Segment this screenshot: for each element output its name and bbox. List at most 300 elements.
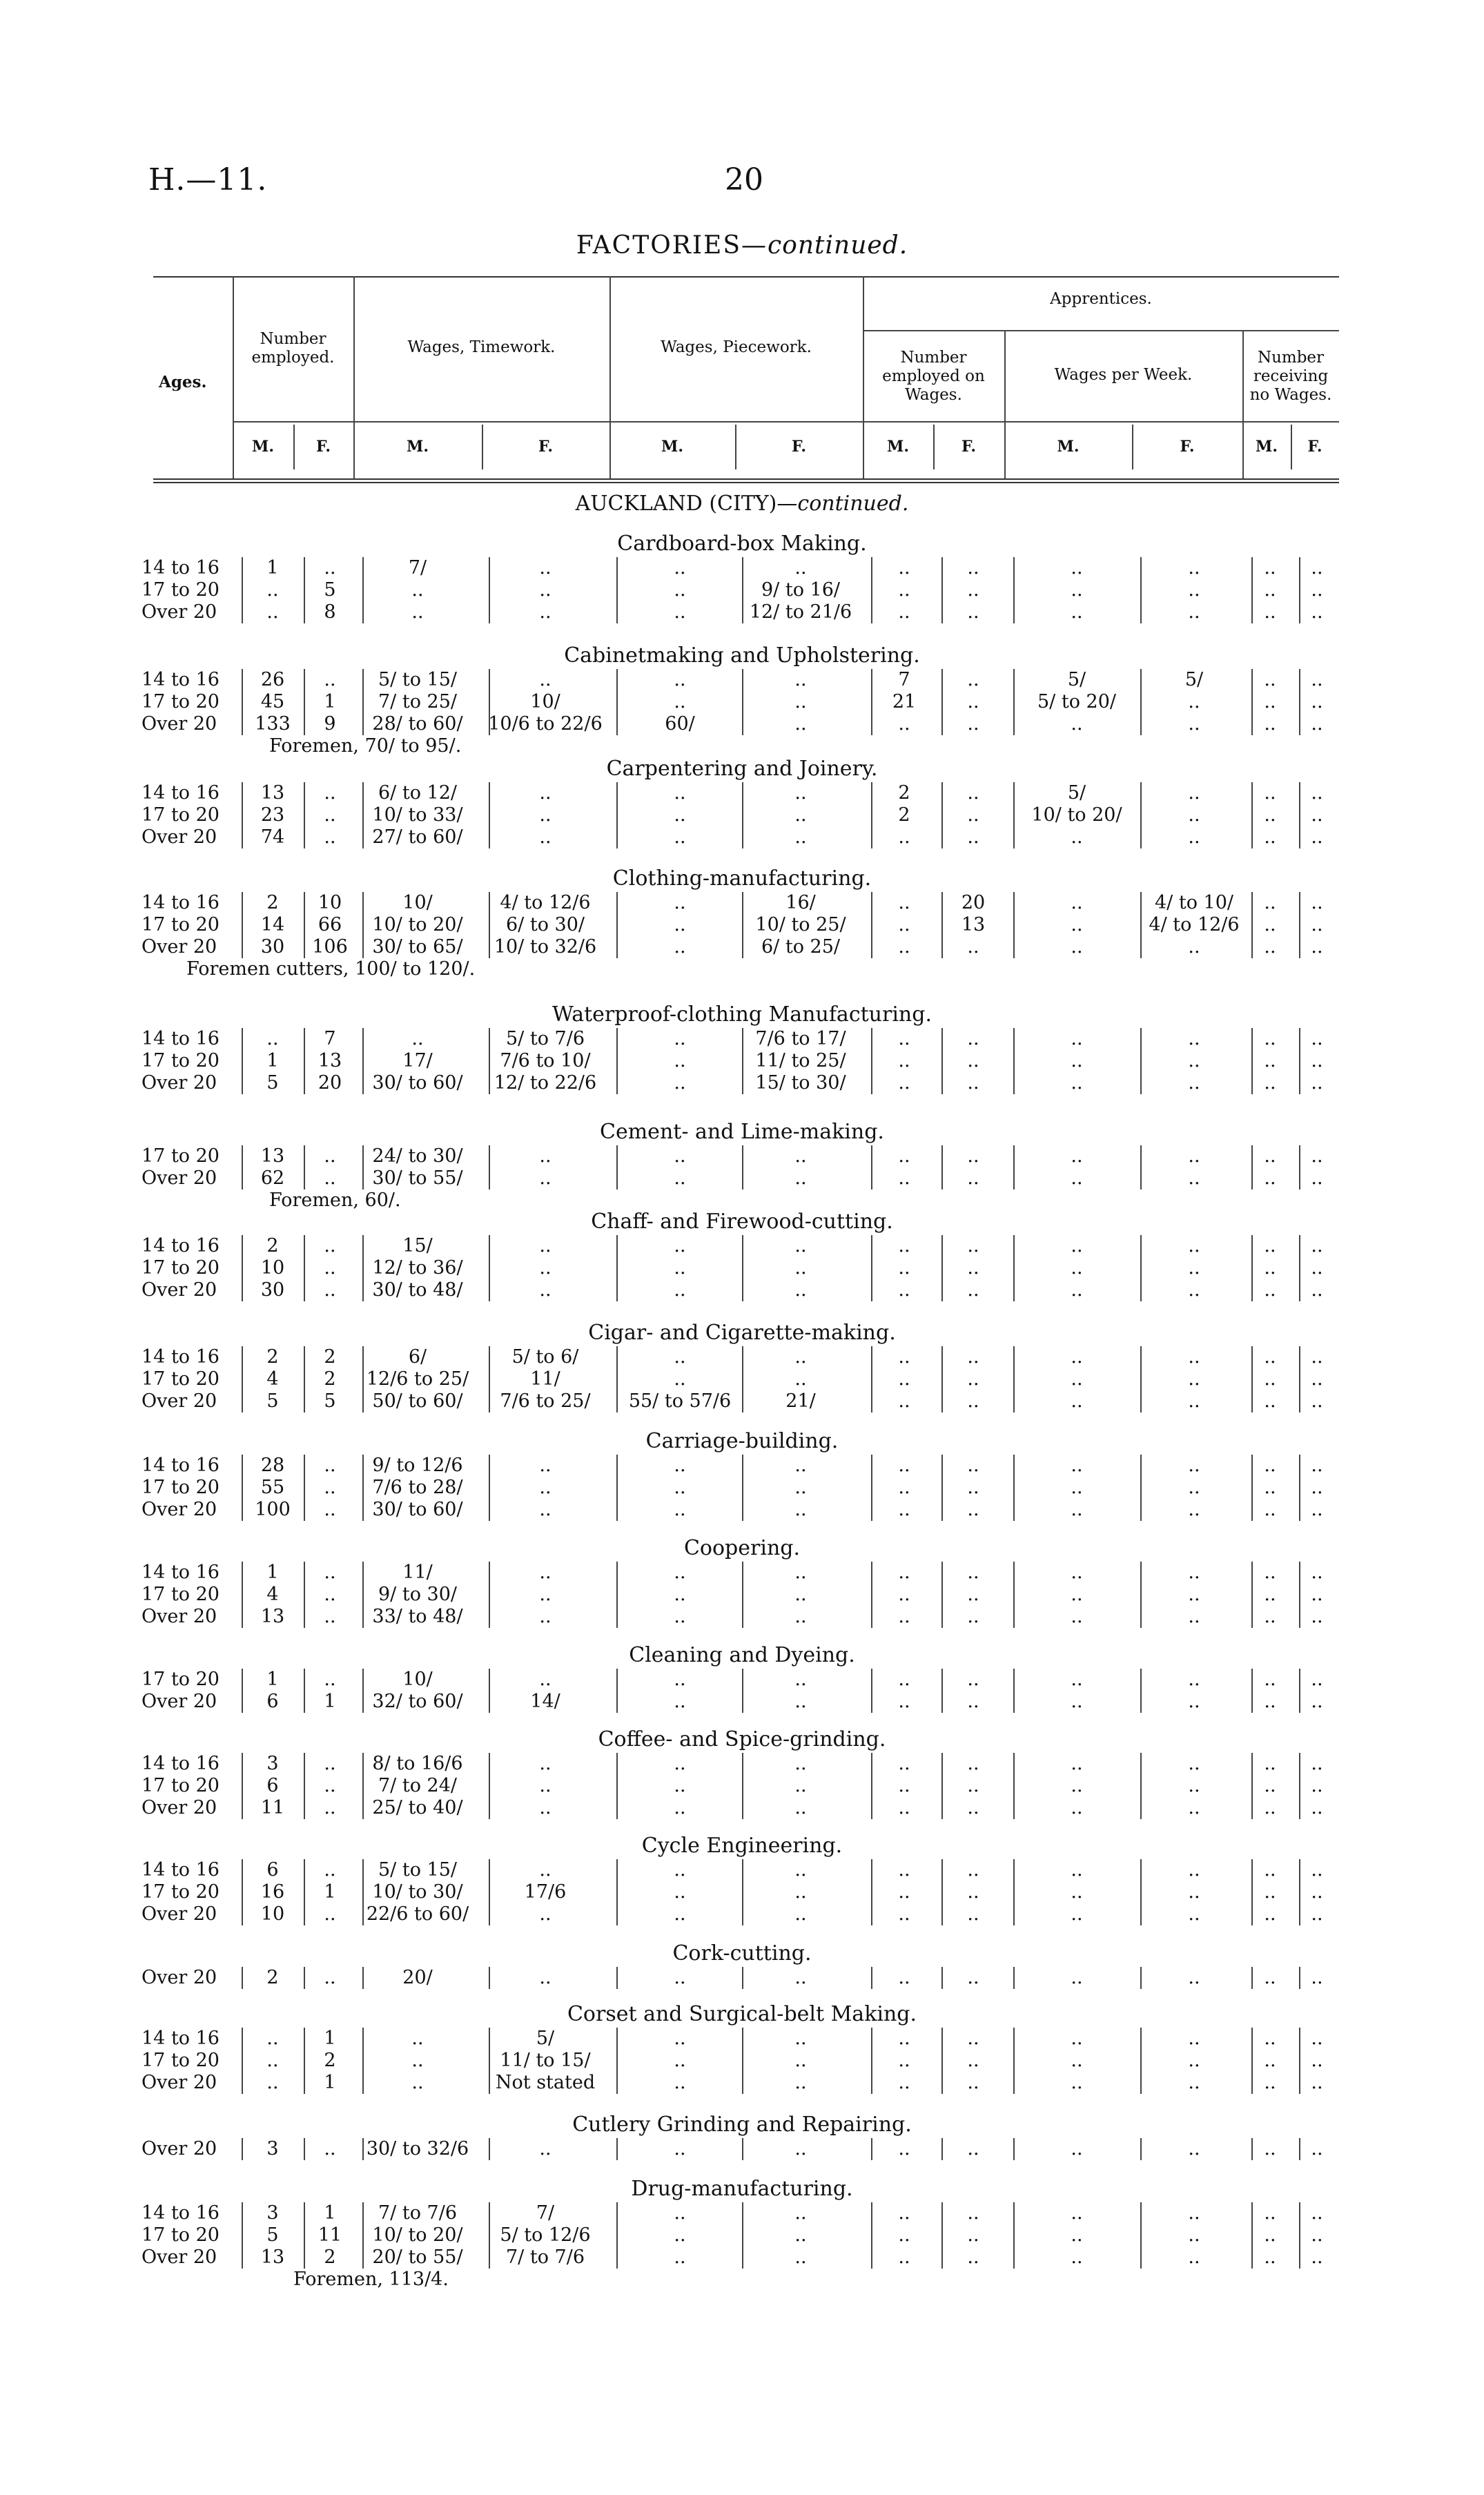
table-cell: .. bbox=[1311, 1584, 1323, 1605]
table-cell: 14/ bbox=[530, 1691, 560, 1712]
table-cell: .. bbox=[1264, 1859, 1276, 1881]
column-rule bbox=[1013, 579, 1015, 601]
table-cell: .. bbox=[674, 914, 686, 935]
table-cell: .. bbox=[967, 1499, 979, 1520]
column-rule bbox=[616, 1050, 618, 1072]
table-cell: .. bbox=[898, 2202, 910, 2224]
table-cell: .. bbox=[898, 1050, 910, 1071]
table-cell: .. bbox=[1071, 892, 1083, 913]
table-cell: .. bbox=[324, 1145, 336, 1167]
table-cell: .. bbox=[539, 1775, 551, 1796]
table-cell: .. bbox=[1264, 2050, 1276, 2071]
column-rule bbox=[871, 1279, 872, 1301]
table-cell: 30/ to 48/ bbox=[372, 1279, 463, 1301]
table-cell: .. bbox=[1071, 1028, 1083, 1049]
table-cell: .. bbox=[1264, 2138, 1276, 2159]
table-cell: .. bbox=[1188, 1753, 1200, 1774]
table-cell: 25/ to 40/ bbox=[372, 1797, 463, 1818]
table-cell: .. bbox=[967, 1775, 979, 1796]
table-cell: .. bbox=[1188, 1967, 1200, 1988]
column-rule bbox=[941, 1562, 943, 1584]
table-row bbox=[0, 2028, 1484, 2050]
column-rule bbox=[1013, 1881, 1015, 1903]
table-cell: 13 bbox=[961, 914, 986, 935]
table-cell: .. bbox=[1311, 1167, 1323, 1189]
table-cell: .. bbox=[794, 1859, 807, 1881]
table-cell: .. bbox=[794, 1753, 807, 1774]
table-cell: 5/ bbox=[1067, 669, 1086, 690]
column-rule bbox=[941, 2050, 943, 2072]
table-cell: .. bbox=[1188, 1859, 1200, 1881]
table-cell: 10/ to 33/ bbox=[372, 804, 463, 826]
table-cell: .. bbox=[898, 1669, 910, 1690]
table-cell: .. bbox=[1188, 1584, 1200, 1605]
table-cell: .. bbox=[898, 1881, 910, 1903]
column-rule bbox=[941, 1967, 943, 1989]
section-title: Cleaning and Dyeing. bbox=[629, 1643, 855, 1667]
table-cell: .. bbox=[898, 1606, 910, 1627]
column-rule bbox=[242, 1499, 243, 1521]
column-rule bbox=[871, 1606, 872, 1628]
column-rule bbox=[871, 1346, 872, 1368]
table-cell: 1 bbox=[324, 2072, 336, 2093]
table-cell: .. bbox=[794, 1606, 807, 1627]
table-cell: .. bbox=[898, 1145, 910, 1167]
col-appr-f: F. bbox=[961, 438, 977, 456]
table-cell: .. bbox=[1311, 601, 1323, 623]
table-cell: .. bbox=[1311, 1072, 1323, 1094]
table-cell: .. bbox=[1188, 1606, 1200, 1627]
table-cell: .. bbox=[967, 1859, 979, 1881]
table-cell: .. bbox=[539, 601, 551, 623]
table-cell: .. bbox=[794, 1279, 807, 1301]
table-row bbox=[0, 1881, 1484, 1903]
table-cell: 5/ bbox=[536, 2028, 555, 2049]
age-cell: 14 to 16 bbox=[141, 892, 219, 913]
table-cell: .. bbox=[674, 1455, 686, 1476]
table-cell: 13 bbox=[260, 782, 285, 804]
table-cell: .. bbox=[674, 2050, 686, 2071]
table-cell: .. bbox=[1188, 557, 1200, 579]
column-rule bbox=[941, 2246, 943, 2269]
table-cell: .. bbox=[967, 826, 979, 848]
table-cell: .. bbox=[1264, 1028, 1276, 1049]
table-cell: .. bbox=[1264, 782, 1276, 804]
table-cell: .. bbox=[1071, 1235, 1083, 1256]
table-cell: 30 bbox=[260, 1279, 285, 1301]
table-cell: 133 bbox=[255, 713, 291, 735]
column-rule bbox=[616, 1881, 618, 1903]
col-time-f: F. bbox=[538, 438, 554, 456]
table-cell: .. bbox=[898, 2028, 910, 2049]
age-cell: 14 to 16 bbox=[141, 1235, 219, 1256]
table-cell: .. bbox=[1311, 691, 1323, 712]
column-rule bbox=[242, 1797, 243, 1819]
column-rule bbox=[941, 1797, 943, 1819]
table-cell: .. bbox=[539, 2138, 551, 2159]
table-cell: 6/ to 12/ bbox=[378, 782, 457, 804]
table-row bbox=[0, 1477, 1484, 1499]
column-rule bbox=[941, 1477, 943, 1499]
table-cell: .. bbox=[1311, 2028, 1323, 2049]
table-cell: .. bbox=[324, 1562, 336, 1583]
table-cell: .. bbox=[324, 1606, 336, 1627]
column-rule bbox=[242, 782, 243, 804]
table-cell: .. bbox=[1188, 2072, 1200, 2093]
age-cell: 14 to 16 bbox=[141, 1753, 219, 1774]
table-cell: .. bbox=[674, 804, 686, 826]
table-cell: 21/ bbox=[785, 1390, 816, 1412]
table-cell: .. bbox=[1311, 1279, 1323, 1301]
column-rule bbox=[1013, 2072, 1015, 2094]
table-cell: .. bbox=[898, 1028, 910, 1049]
table-cell: .. bbox=[898, 2138, 910, 2159]
column-rule bbox=[242, 1455, 243, 1477]
column-rule bbox=[242, 601, 243, 623]
table-cell: .. bbox=[324, 1669, 336, 1690]
col-apprwage-m: M. bbox=[1057, 438, 1080, 456]
column-rule bbox=[242, 669, 243, 691]
column-rule bbox=[871, 713, 872, 735]
table-cell: .. bbox=[1264, 579, 1276, 601]
column-rule bbox=[616, 826, 618, 848]
table-cell: .. bbox=[1071, 579, 1083, 601]
table-cell: .. bbox=[1311, 1028, 1323, 1049]
table-cell: .. bbox=[324, 804, 336, 826]
table-cell: .. bbox=[898, 1257, 910, 1279]
table-cell: .. bbox=[674, 1477, 686, 1498]
table-cell: .. bbox=[1071, 1562, 1083, 1583]
table-cell: 2 bbox=[324, 2050, 336, 2071]
table-cell: .. bbox=[1264, 1499, 1276, 1520]
column-rule bbox=[941, 1859, 943, 1881]
table-cell: .. bbox=[1071, 1903, 1083, 1925]
apprentices-wages-header: Wages per Week. bbox=[1054, 366, 1193, 384]
table-row bbox=[0, 1562, 1484, 1584]
table-cell: 1 bbox=[324, 1881, 336, 1903]
col-appr-m: M. bbox=[886, 438, 909, 456]
table-cell: .. bbox=[1264, 1606, 1276, 1627]
table-cell: .. bbox=[898, 936, 910, 958]
number-employed-header: Number employed. bbox=[251, 330, 335, 367]
table-cell: .. bbox=[1188, 1390, 1200, 1412]
table-cell: .. bbox=[1264, 1346, 1276, 1368]
table-cell: .. bbox=[674, 2224, 686, 2246]
table-cell: .. bbox=[674, 1072, 686, 1094]
table-cell: .. bbox=[898, 1279, 910, 1301]
table-cell: 7/6 to 17/ bbox=[755, 1028, 846, 1049]
column-rule bbox=[242, 1028, 243, 1050]
age-cell: 17 to 20 bbox=[141, 1669, 219, 1690]
table-cell: .. bbox=[1188, 2028, 1200, 2049]
table-cell: .. bbox=[1188, 1797, 1200, 1818]
table-row bbox=[0, 1797, 1484, 1819]
column-rule bbox=[871, 1903, 872, 1925]
table-row bbox=[0, 579, 1484, 601]
table-cell: 6 bbox=[266, 1691, 279, 1712]
table-cell: 12/ to 36/ bbox=[372, 1257, 463, 1279]
age-cell: Over 20 bbox=[141, 1903, 217, 1925]
table-cell: .. bbox=[1188, 1257, 1200, 1279]
table-cell: 74 bbox=[260, 826, 285, 848]
table-cell: .. bbox=[1311, 1753, 1323, 1774]
table-row bbox=[0, 1584, 1484, 1606]
table-cell: .. bbox=[1071, 2202, 1083, 2224]
column-rule bbox=[941, 782, 943, 804]
table-cell: .. bbox=[794, 1584, 807, 1605]
table-cell: .. bbox=[674, 1167, 686, 1189]
column-rule bbox=[616, 1346, 618, 1368]
column-rule bbox=[242, 1584, 243, 1606]
table-cell: .. bbox=[1071, 2072, 1083, 2093]
column-rule bbox=[242, 1167, 243, 1190]
table-cell: .. bbox=[967, 669, 979, 690]
table-cell: .. bbox=[1188, 2202, 1200, 2224]
table-row bbox=[0, 1669, 1484, 1691]
table-cell: 62 bbox=[260, 1167, 285, 1189]
table-row bbox=[0, 1691, 1484, 1713]
table-cell: 9/ to 30/ bbox=[378, 1584, 457, 1605]
table-cell: .. bbox=[539, 1584, 551, 1605]
column-rule bbox=[941, 557, 943, 579]
table-cell: 16/ bbox=[785, 892, 816, 913]
column-rule bbox=[871, 1775, 872, 1797]
table-cell: 12/6 to 25/ bbox=[366, 1368, 469, 1390]
column-rule bbox=[871, 1584, 872, 1606]
table-cell: .. bbox=[324, 669, 336, 690]
table-cell: .. bbox=[539, 1257, 551, 1279]
column-rule bbox=[1013, 782, 1015, 804]
table-row bbox=[0, 1279, 1484, 1301]
column-rule bbox=[242, 1881, 243, 1903]
table-cell: .. bbox=[1311, 1881, 1323, 1903]
table-cell: .. bbox=[1264, 1455, 1276, 1476]
table-cell: .. bbox=[674, 691, 686, 712]
age-cell: 17 to 20 bbox=[141, 2050, 219, 2071]
col-emp-f: F. bbox=[315, 438, 331, 456]
column-rule bbox=[1013, 1499, 1015, 1521]
table-cell: .. bbox=[674, 1606, 686, 1627]
column-rule bbox=[1013, 2050, 1015, 2072]
table-cell: 5 bbox=[266, 2224, 279, 2246]
table-cell: .. bbox=[674, 557, 686, 579]
column-rule bbox=[871, 1235, 872, 1257]
table-cell: .. bbox=[1071, 2138, 1083, 2159]
table-cell: .. bbox=[1188, 2138, 1200, 2159]
table-cell: .. bbox=[324, 1797, 336, 1818]
table-cell: .. bbox=[1071, 1145, 1083, 1167]
table-cell: .. bbox=[967, 1167, 979, 1189]
column-rule bbox=[941, 1390, 943, 1412]
table-cell: 22/6 to 60/ bbox=[366, 1903, 469, 1925]
table-cell: .. bbox=[1264, 1167, 1276, 1189]
column-rule bbox=[871, 579, 872, 601]
table-cell: .. bbox=[674, 669, 686, 690]
table-cell: .. bbox=[1188, 1775, 1200, 1796]
column-rule bbox=[616, 1145, 618, 1167]
table-cell: .. bbox=[539, 1279, 551, 1301]
column-rule bbox=[1013, 1477, 1015, 1499]
table-cell: .. bbox=[674, 1235, 686, 1256]
table-cell: .. bbox=[794, 804, 807, 826]
table-cell: 13 bbox=[318, 1050, 342, 1071]
column-rule bbox=[941, 2202, 943, 2224]
age-cell: 17 to 20 bbox=[141, 1881, 219, 1903]
table-cell: 30/ to 32/6 bbox=[366, 2138, 469, 2159]
column-rule bbox=[616, 1903, 618, 1925]
column-rule bbox=[1013, 1028, 1015, 1050]
column-rule bbox=[1013, 936, 1015, 958]
column-rule bbox=[941, 2138, 943, 2160]
column-rule bbox=[1013, 2028, 1015, 2050]
table-cell: .. bbox=[898, 1562, 910, 1583]
table-cell: .. bbox=[1311, 1669, 1323, 1690]
column-rule bbox=[871, 1669, 872, 1691]
age-cell: Over 20 bbox=[141, 713, 217, 735]
col-piece-m: M. bbox=[661, 438, 683, 456]
table-cell: 20/ to 55/ bbox=[372, 2246, 463, 2268]
table-cell: .. bbox=[1071, 1775, 1083, 1796]
table-cell: .. bbox=[967, 1050, 979, 1071]
table-cell: 1 bbox=[324, 2202, 336, 2224]
table-cell: .. bbox=[539, 1967, 551, 1988]
table-cell: .. bbox=[1071, 1279, 1083, 1301]
column-rule bbox=[242, 1775, 243, 1797]
table-cell: .. bbox=[794, 1346, 807, 1368]
table-cell: 11/ to 25/ bbox=[755, 1050, 846, 1071]
table-cell: .. bbox=[1311, 1691, 1323, 1712]
column-rule bbox=[871, 669, 872, 691]
table-cell: .. bbox=[674, 2028, 686, 2049]
table-cell: .. bbox=[1188, 1903, 1200, 1925]
table-cell: .. bbox=[794, 1235, 807, 1256]
table-row bbox=[0, 826, 1484, 848]
column-rule bbox=[1013, 892, 1015, 914]
table-cell: .. bbox=[967, 1279, 979, 1301]
column-rule bbox=[242, 1235, 243, 1257]
column-rule bbox=[1013, 1797, 1015, 1819]
table-cell: .. bbox=[1071, 1881, 1083, 1903]
table-cell: 10 bbox=[260, 1257, 285, 1279]
document-reference: H.—11. bbox=[148, 162, 268, 197]
column-rule bbox=[242, 1691, 243, 1713]
table-cell: 3 bbox=[266, 2138, 279, 2159]
table-cell: 5/ to 12/6 bbox=[500, 2224, 591, 2246]
column-rule bbox=[1013, 2224, 1015, 2246]
column-rule bbox=[941, 1235, 943, 1257]
table-cell: .. bbox=[1311, 579, 1323, 601]
table-cell: .. bbox=[324, 1235, 336, 1256]
table-cell: .. bbox=[1188, 601, 1200, 623]
table-cell: .. bbox=[1311, 1606, 1323, 1627]
column-rule bbox=[616, 2138, 618, 2160]
column-rule bbox=[1013, 826, 1015, 848]
column-rule bbox=[242, 1606, 243, 1628]
table-cell: 7/6 to 25/ bbox=[500, 1390, 591, 1412]
table-cell: .. bbox=[674, 892, 686, 913]
age-cell: Over 20 bbox=[141, 1606, 217, 1627]
wages-timework-header: Wages, Timework. bbox=[407, 338, 556, 356]
table-cell: 10/6 to 22/6 bbox=[488, 713, 603, 735]
table-cell: .. bbox=[898, 2072, 910, 2093]
table-cell: .. bbox=[794, 1775, 807, 1796]
table-cell: 13 bbox=[260, 1145, 285, 1167]
age-cell: 14 to 16 bbox=[141, 1346, 219, 1368]
table-cell: .. bbox=[1264, 1279, 1276, 1301]
table-cell: 7/ to 24/ bbox=[378, 1775, 457, 1796]
table-cell: 8/ to 16/6 bbox=[372, 1753, 463, 1774]
table-cell: 60/ bbox=[665, 713, 695, 735]
table-cell: .. bbox=[324, 1753, 336, 1774]
table-cell: .. bbox=[1311, 2202, 1323, 2224]
table-row bbox=[0, 669, 1484, 691]
table-cell: .. bbox=[539, 1859, 551, 1881]
table-cell: .. bbox=[1071, 1669, 1083, 1690]
table-cell: .. bbox=[1071, 1753, 1083, 1774]
column-rule bbox=[1013, 1050, 1015, 1072]
table-cell: 20 bbox=[961, 892, 986, 913]
table-cell: 11 bbox=[260, 1797, 285, 1818]
table-cell: .. bbox=[1188, 1455, 1200, 1476]
table-cell: .. bbox=[898, 1903, 910, 1925]
table-cell: .. bbox=[266, 1028, 279, 1049]
table-row bbox=[0, 2072, 1484, 2094]
table-cell: 30/ to 60/ bbox=[372, 1499, 463, 1520]
column-rule bbox=[871, 1499, 872, 1521]
age-cell: 14 to 16 bbox=[141, 1562, 219, 1583]
column-rule bbox=[242, 914, 243, 936]
table-cell: .. bbox=[1188, 713, 1200, 735]
table-cell: 10/ to 20/ bbox=[372, 2224, 463, 2246]
table-cell: .. bbox=[1311, 2138, 1323, 2159]
table-cell: .. bbox=[1311, 1967, 1323, 1988]
section-title: Clothing-manufacturing. bbox=[612, 866, 872, 891]
column-rule bbox=[242, 1390, 243, 1412]
column-rule bbox=[871, 2138, 872, 2160]
table-cell: 12/ to 21/6 bbox=[749, 601, 852, 623]
table-row bbox=[0, 1235, 1484, 1257]
table-cell: .. bbox=[1311, 1145, 1323, 1167]
table-cell: .. bbox=[1311, 1859, 1323, 1881]
table-cell: .. bbox=[539, 1235, 551, 1256]
col-nowage-f: F. bbox=[1307, 438, 1322, 456]
column-rule bbox=[242, 1050, 243, 1072]
column-rule bbox=[1013, 1145, 1015, 1167]
column-rule bbox=[871, 1753, 872, 1775]
column-rule bbox=[941, 691, 943, 713]
column-rule bbox=[242, 1346, 243, 1368]
column-rule bbox=[941, 1691, 943, 1713]
column-rule bbox=[941, 1050, 943, 1072]
table-cell: .. bbox=[324, 1477, 336, 1498]
table-cell: .. bbox=[324, 1775, 336, 1796]
column-rule bbox=[616, 804, 618, 826]
table-cell: 15/ to 30/ bbox=[755, 1072, 846, 1094]
table-cell: 1 bbox=[266, 1050, 279, 1071]
table-cell: 2 bbox=[898, 804, 910, 826]
age-cell: Over 20 bbox=[141, 1499, 217, 1520]
table-cell: .. bbox=[1188, 1145, 1200, 1167]
age-cell: 14 to 16 bbox=[141, 1028, 219, 1049]
table-cell: .. bbox=[967, 804, 979, 826]
table-cell: 30/ to 55/ bbox=[372, 1167, 463, 1189]
table-row bbox=[0, 892, 1484, 914]
column-rule bbox=[871, 936, 872, 958]
table-cell: .. bbox=[967, 579, 979, 601]
table-cell: .. bbox=[324, 557, 336, 579]
table-cell: .. bbox=[1311, 1562, 1323, 1583]
column-rule bbox=[616, 1235, 618, 1257]
